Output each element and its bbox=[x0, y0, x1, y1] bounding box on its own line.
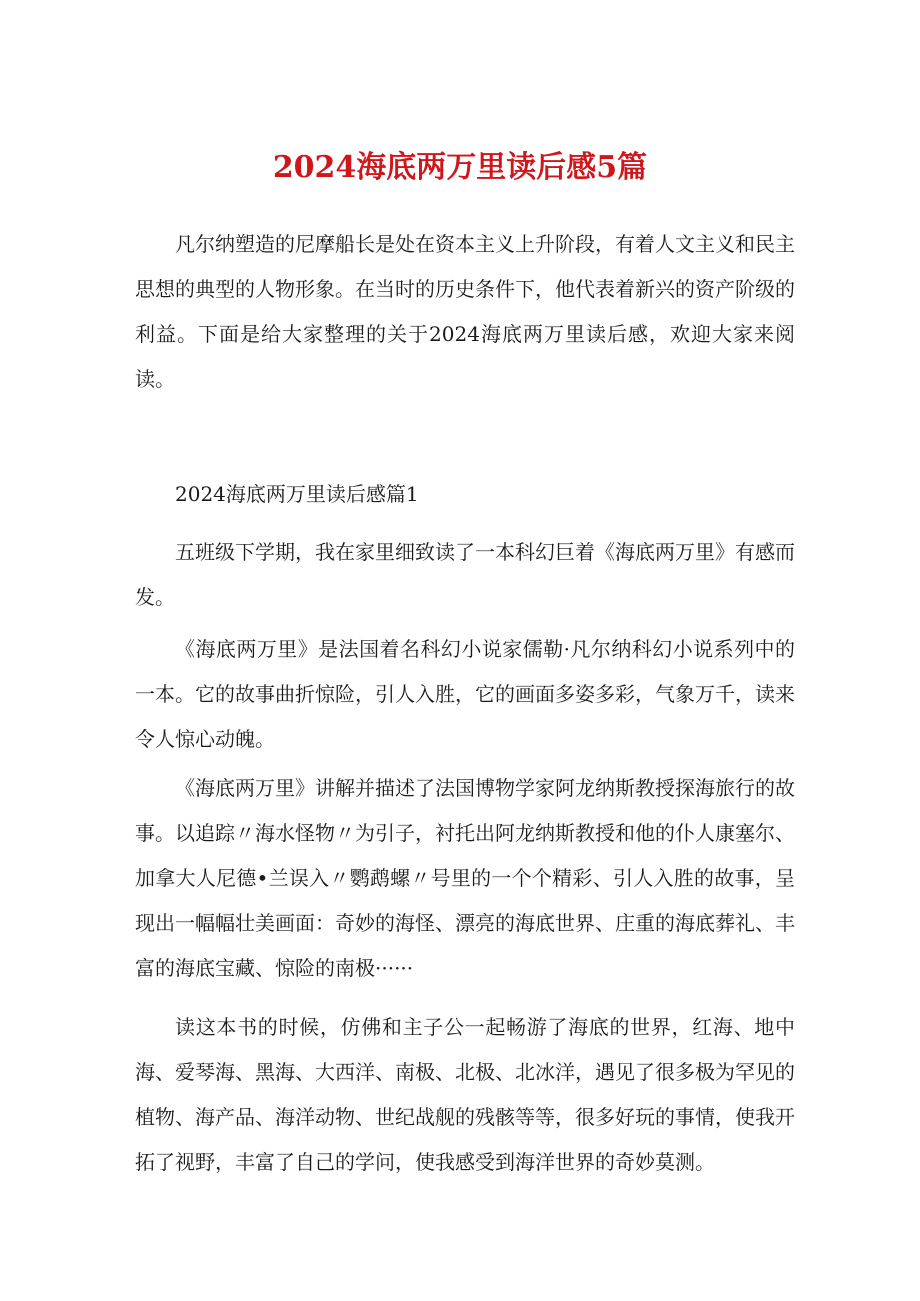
body-paragraph: 《海底两万里》是法国着名科幻小说家儒勒·凡尔纳科幻小说系列中的一本。它的故事曲折惊险，引人入胜，它的画面多姿多彩，气象万千，读来令人惊心动魄。 bbox=[135, 637, 795, 751]
intro-paragraph: 凡尔纳塑造的尼摩船长是处在资本主义上升阶段，有着人文主义和民主思想的典型的人物形象。在当时的历史条件下，他代表着新兴的资产阶级的利益。下面是给大家整理的关于2024海底两万里读后感，欢迎大家来阅读。 bbox=[135, 232, 795, 391]
body-paragraph: 《海底两万里》讲解并描述了法国博物学家阿龙纳斯教授探海旅行的故事。以追踪〃海水怪物〃为引子，衬托出阿龙纳斯教授和他的仆人康塞尔、加拿大人尼德•兰误入〃鹦鹉螺〃号里的一个个精彩、引人入胜的故事，呈现出一幅幅壮美画面：奇妙的海怪、漂亮的海底世界、庄重的海底葬礼、丰富的海底宝藏、惊险的南极······ bbox=[135, 776, 795, 980]
document-title: 2024海底两万里读后感5篇 bbox=[272, 150, 648, 185]
body-paragraph: 五班级下学期，我在家里细致读了一本科幻巨着《海底两万里》有感而发。 bbox=[135, 540, 795, 609]
body-paragraph: 读这本书的时候，仿佛和主子公一起畅游了海底的世界，红海、地中海、爱琴海、黑海、大西洋、南极、北极、北冰洋，遇见了很多极为罕见的植物、海产品、海洋动物、世纪战舰的残骸等等，很多好玩的事情，使我开拓了视野，丰富了自己的学问，使我感受到海洋世界的奇妙莫测。 bbox=[135, 1015, 795, 1174]
section-heading: 2024海底两万里读后感篇1 bbox=[175, 482, 419, 506]
